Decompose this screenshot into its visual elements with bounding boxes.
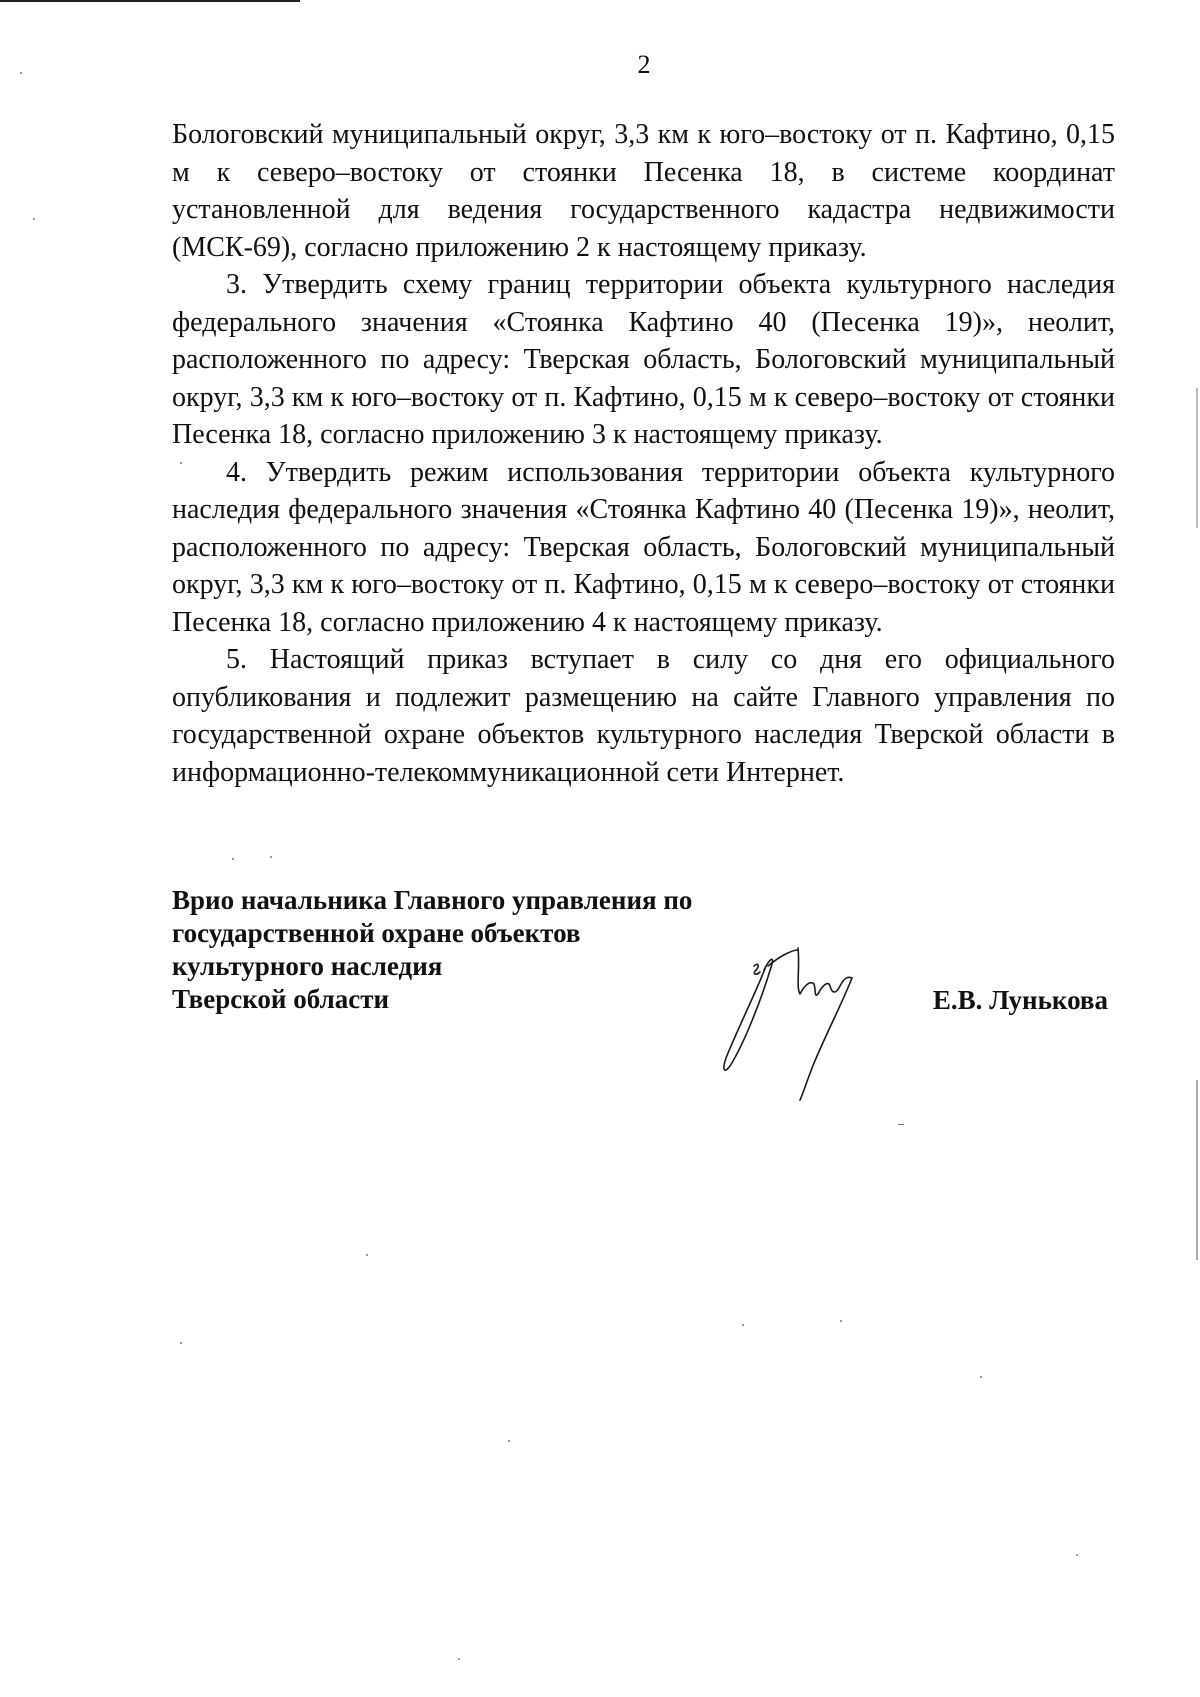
scan-speck xyxy=(180,462,182,464)
paragraph-item-3: 3. Утвердить схему границ территории объекта культурного наследия федерального значения «Стоянка Кафтино 40 (Песенка 19)», неолит, расположенного по адресу: Тверская область, Бологовский муниципальный округ, 3,3 км к юго–востоку от п. Кафтино, 0,15 м к северо–востоку от стоянки Песенка 18, согласно приложению 3 к настоящему приказу. xyxy=(172,269,1115,450)
scan-speck xyxy=(1076,1554,1078,1556)
paragraph-item-4: 4. Утвердить режим использования территории объекта культурного наследия федерального значения «Стоянка Кафтино 40 (Песенка 19)», неолит, расположенного по адресу: Тверская область, Бологовский муниципальный округ, 3,3 км к юго–востоку от п. Кафтино, 0,15 м к северо–востоку от стоянки Песенка 18, согласно приложению 4 к настоящему приказу. xyxy=(172,456,1115,638)
scan-speck xyxy=(508,1440,510,1442)
scan-speck xyxy=(232,858,234,860)
scan-speck xyxy=(840,1320,842,1322)
paragraph-item-5: 5. Настоящий приказ вступает в силу со дня его официального опубликования и подлежит размещению на сайте Главного управления по государственной охране объектов культурного наследия Тверской области в информационно-телекоммуникационной сети Интернет. xyxy=(172,644,1115,788)
scan-speck xyxy=(1196,1080,1198,1260)
handwritten-signature xyxy=(700,928,920,1108)
scan-speck xyxy=(180,1342,182,1344)
signatory-position xyxy=(172,884,772,1016)
scan-speck xyxy=(20,72,22,74)
scan-speck xyxy=(980,1376,982,1378)
scan-speck xyxy=(458,1658,460,1660)
scan-speck xyxy=(366,1254,368,1256)
signatory-position-line: государственной охране объектов xyxy=(172,918,581,948)
scan-speck xyxy=(270,856,272,858)
page-number: 2 xyxy=(637,50,651,79)
scan-speck xyxy=(898,1124,904,1125)
signatory-name: Е.В. Лунькова xyxy=(932,985,1108,1015)
scan-edge-rule xyxy=(0,0,300,2)
paragraph-continuation: Бологовский муниципальный округ, 3,3 км к юго–востоку от п. Кафтино, 0,15 м к северо–востоку от стоянки Песенка 18, в системе координат установленной для ведения государственного кадастра недвижимости (МСК-69), согласно приложению 2 к настоящему приказу. xyxy=(172,119,1115,263)
signatory-position-line: Врио начальника Главного управления по xyxy=(172,885,693,915)
scan-speck xyxy=(742,1324,744,1326)
document-body xyxy=(172,116,1115,791)
scan-speck xyxy=(1196,388,1198,528)
signatory-position-line: культурного наследия xyxy=(172,951,443,981)
signatory-position-line: Тверской области xyxy=(172,984,390,1014)
scan-speck xyxy=(33,218,35,220)
